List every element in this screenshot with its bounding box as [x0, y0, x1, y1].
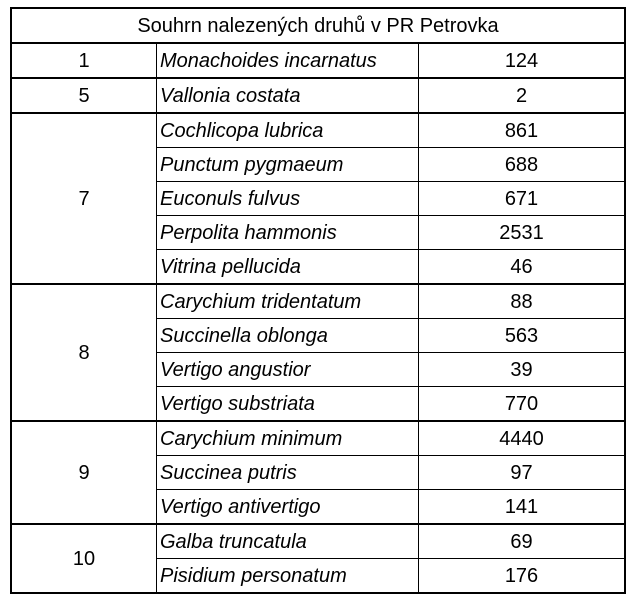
- species-name-cell: Carychium minimum: [157, 421, 419, 456]
- species-name-cell: Succinea putris: [157, 456, 419, 490]
- count-cell: 39: [419, 353, 626, 387]
- count-cell: 69: [419, 524, 626, 559]
- count-cell: 563: [419, 319, 626, 353]
- species-name-cell: Succinella oblonga: [157, 319, 419, 353]
- table-row: [11, 113, 625, 148]
- species-name-cell: Galba truncatula: [157, 524, 419, 559]
- count-cell: 671: [419, 182, 626, 216]
- species-name-cell: Pisidium personatum: [157, 559, 419, 594]
- species-name-cell: Vallonia costata: [157, 78, 419, 113]
- count-cell: 2: [419, 78, 626, 113]
- group-label-cell: 8: [11, 284, 157, 421]
- count-cell: 861: [419, 113, 626, 148]
- species-summary-container: [10, 7, 626, 594]
- species-name-cell: Monachoides incarnatus: [157, 43, 419, 78]
- group-label-cell: 9: [11, 421, 157, 524]
- count-cell: 97: [419, 456, 626, 490]
- species-name-cell: Carychium tridentatum: [157, 284, 419, 319]
- count-cell: 46: [419, 250, 626, 285]
- species-name-cell: Cochlicopa lubrica: [157, 113, 419, 148]
- count-cell: 688: [419, 148, 626, 182]
- count-cell: 4440: [419, 421, 626, 456]
- table-title-row: [11, 8, 625, 43]
- species-name-cell: Perpolita hammonis: [157, 216, 419, 250]
- group-label-cell: 1: [11, 43, 157, 78]
- table-row: [11, 284, 625, 319]
- table-row: [11, 524, 625, 559]
- species-summary-table: [10, 7, 626, 594]
- species-name-cell: Vertigo angustior: [157, 353, 419, 387]
- count-cell: 176: [419, 559, 626, 594]
- table-row: [11, 78, 625, 113]
- group-label-cell: 10: [11, 524, 157, 593]
- count-cell: 124: [419, 43, 626, 78]
- group-label-cell: 7: [11, 113, 157, 284]
- species-name-cell: Vitrina pellucida: [157, 250, 419, 285]
- count-cell: 2531: [419, 216, 626, 250]
- table-title: Souhrn nalezených druhů v PR Petrovka: [11, 8, 625, 43]
- species-name-cell: Punctum pygmaeum: [157, 148, 419, 182]
- species-name-cell: Vertigo substriata: [157, 387, 419, 422]
- group-label-cell: 5: [11, 78, 157, 113]
- table-row: [11, 421, 625, 456]
- species-name-cell: Vertigo antivertigo: [157, 490, 419, 525]
- count-cell: 88: [419, 284, 626, 319]
- count-cell: 770: [419, 387, 626, 422]
- table-row: [11, 43, 625, 78]
- species-name-cell: Euconuls fulvus: [157, 182, 419, 216]
- count-cell: 141: [419, 490, 626, 525]
